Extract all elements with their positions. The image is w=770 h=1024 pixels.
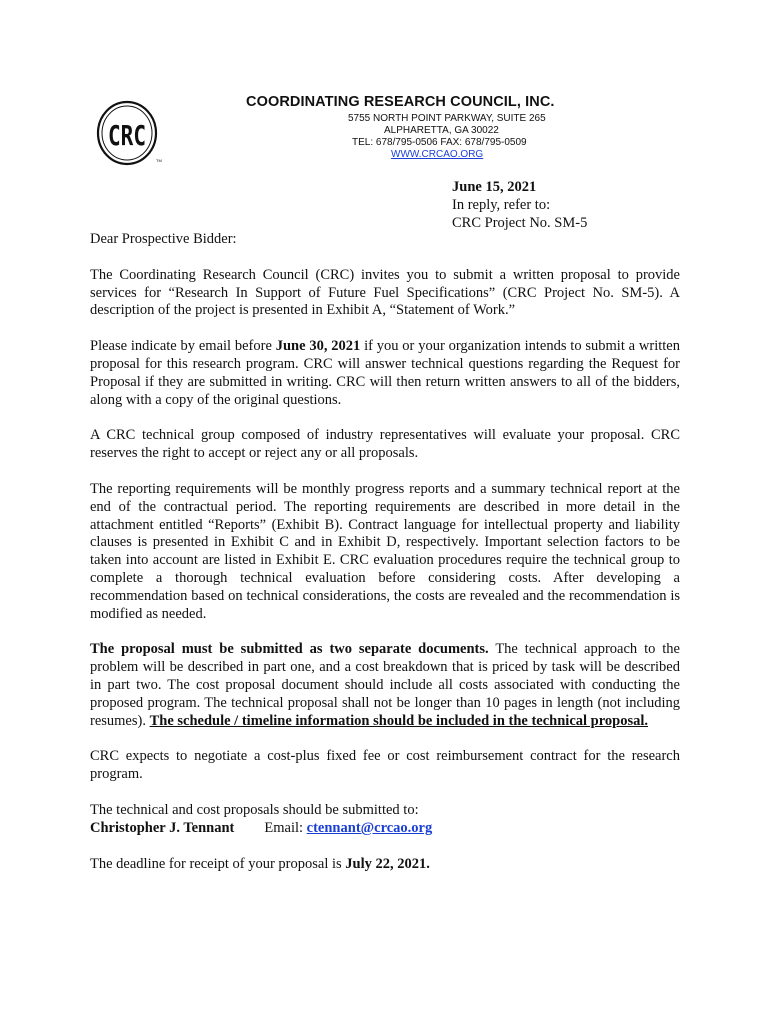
paragraph-intent: Please indicate by email before June 30, 2021 if you or your organization intends to submit a written proposal for this research program. CRC will answer technical questions regarding the Request for Proposal if they are submitted in writing. CRC will then return written answers to all of the bidders, along with a copy of the original questions.	[90, 338, 680, 408]
project-reference: CRC Project No. SM-5	[452, 215, 588, 231]
schedule-note: The schedule / timeline information should be included in the technical proposal.	[149, 712, 649, 729]
proposal-deadline: July 22, 2021.	[345, 855, 430, 872]
paragraph-submission: The proposal must be submitted as two separate documents. The technical approach to the problem will be described in part one, and a cost breakdown that is priced by task will be described in part two. The cost proposal document should include all costs associated with conducting the proposed program. The technical proposal shall not be longer than 10 pages in length (not including resumes). The schedule / timeline information should be included in the technical proposal.	[90, 641, 680, 729]
paragraph-contract: CRC expects to negotiate a cost-plus fixed fee or cost reimbursement contract for the research program.	[90, 748, 680, 783]
paragraph-deadline: The deadline for receipt of your proposal is July 22, 2021.	[90, 855, 430, 872]
date-block	[452, 178, 587, 232]
letter-date: June 15, 2021	[452, 179, 537, 195]
two-documents-note: The proposal must be submitted as two separate documents.	[90, 641, 489, 658]
crc-logo	[96, 100, 162, 166]
paragraph-reporting: The reporting requirements will be monthly progress reports and a summary technical report at the end of the contractual period. The reporting requirements are described in more detail in the attachment entitled “Reports” (Exhibit B). Contract language for intellectual property and liability clauses is presented in Exhibit C and in Exhibit D, respectively. Important selection factors to be taken into account are listed in Exhibit E. CRC evaluation procedures require the technical group to complete a thorough technical evaluation before considering costs. After developing a recommendation based on technical considerations, the costs are revealed and the recommendation is modified as needed.	[90, 480, 680, 622]
address-line-2: ALPHARETTA, GA 30022	[384, 125, 499, 136]
org-name: COORDINATING RESEARCH COUNCIL, INC.	[246, 94, 555, 110]
letter-body	[90, 231, 680, 873]
paragraph-invitation: The Coordinating Research Council (CRC) invites you to submit a written proposal to provide services for “Research In Support of Future Fuel Specifications” (CRC Project No. SM-5). A description of the project is presented in Exhibit A, “Statement of Work.”	[90, 266, 680, 319]
address-line-1: 5755 NORTH POINT PARKWAY, SUITE 265	[348, 113, 546, 124]
email-label: Email:	[264, 819, 307, 836]
trademark-mark: TM	[156, 158, 162, 163]
paragraph-submit-to: The technical and cost proposals should be submitted to:	[90, 801, 419, 818]
phone-fax: TEL: 678/795-0506 FAX: 678/795-0509	[352, 137, 527, 148]
paragraph-evaluation: A CRC technical group composed of industry representatives will evaluate your proposal. CRC reserves the right to accept or reject any or all proposals.	[90, 427, 680, 462]
logo-text: CRC	[108, 119, 146, 152]
email-link[interactable]: ctennant@crcao.org	[306, 819, 433, 836]
reply-line: In reply, refer to:	[452, 197, 551, 213]
website-link[interactable]: WWW.CRCAO.ORG	[391, 149, 484, 160]
contact-name: Christopher J. Tennant	[90, 819, 235, 836]
contact-line	[90, 820, 680, 838]
intent-deadline: June 30, 2021	[275, 338, 361, 355]
salutation: Dear Prospective Bidder:	[90, 231, 237, 247]
